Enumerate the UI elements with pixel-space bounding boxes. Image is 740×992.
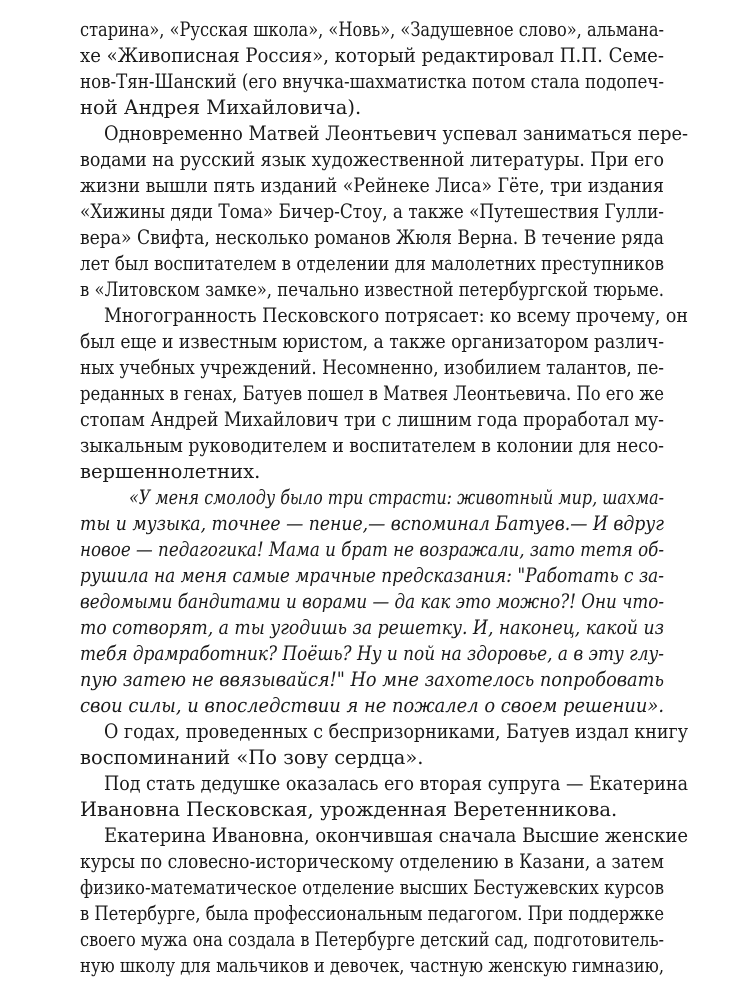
- quote-line: пую затею не ввязывайся!" Но мне захотелось попробовать: [80, 668, 665, 691]
- text-line: жизни вышли пять изданий «Рейнеке Лиса» Гёте, три издания: [80, 174, 664, 197]
- quote-line: новое — педагогика! Мама и брат не возражали, зато тетя об-: [80, 538, 665, 561]
- paragraph-first-line: Екатерина Ивановна, окончившая сначала Высшие женские: [104, 824, 688, 847]
- text-line: лет был воспитателем в отделении для малолетних преступников: [80, 252, 664, 275]
- quote-line: ты и музыка, точнее — пение,— вспоминал Батуев.— И вдруг: [80, 512, 665, 535]
- paragraph-first-line: Многогранность Песковского потрясает: ко всему прочему, он: [104, 304, 688, 327]
- text-line: ной Андрея Михайловича).: [80, 96, 362, 119]
- text-line: своего мужа она создала в Петербурге детский сад, подготовитель-: [80, 928, 664, 951]
- text-line: курсы по словесно-историческому отделению в Казани, а затем: [80, 850, 664, 873]
- text-line: реданных в генах, Батуев пошел в Матвея Леонтьевича. По его же: [80, 382, 664, 405]
- text-line: был еще и известным юристом, а также организатором различ-: [80, 330, 665, 353]
- quote-line: рушила на меня самые мрачные предсказания: "Работать с за-: [80, 564, 665, 587]
- quote-line: то сотворят, а ты угодишь за решетку. И, наконец, какой из: [80, 616, 664, 639]
- text-line: в Петербурге, была профессиональным педагогом. При поддержке: [80, 902, 665, 925]
- text-line: физико-математическое отделение высших Бестужевских курсов: [80, 876, 664, 899]
- text-line: Ивановна Песковская, урожденная Веретенникова.: [80, 798, 618, 821]
- text-line: зыкальным руководителем и воспитателем в колонии для несо-: [80, 434, 665, 457]
- text-line: «Хижины дяди Тома» Бичер-Стоу, а также «Путешествия Гулли-: [80, 200, 665, 223]
- text-line: ных учебных учреждений. Несомненно, изобилием талантов, пе-: [80, 356, 664, 379]
- quote-line: свои силы, и впоследствии я не пожалел о своем решении».: [80, 694, 665, 717]
- paragraph-first-line: О годах, проведенных с беспризорниками, Батуев издал книгу: [104, 720, 689, 743]
- quote-line: «У меня смолоду было три страсти: животный мир, шахма-: [129, 486, 665, 509]
- text-line: ную школу для мальчиков и девочек, частную женскую гимназию,: [80, 954, 665, 977]
- text-line: вера» Свифта, несколько романов Жюля Верна. В течение ряда: [80, 226, 664, 249]
- text-line: водами на русский язык художественной литературы. При его: [80, 148, 665, 171]
- text-line: воспоминаний «По зову сердца».: [80, 746, 424, 769]
- quote-line: ведомыми бандитами и ворами — да как это можно?! Они что-: [80, 590, 665, 613]
- text-line: стопам Андрей Михайлович три с лишним года проработал му-: [80, 408, 664, 431]
- text-line: старина», «Русская школа», «Новь», «Задушевное слово», альмана-: [80, 18, 664, 41]
- paragraph-first-line: Одновременно Матвей Леонтьевич успевал заниматься пере-: [104, 122, 689, 145]
- text-line: вершеннолетних.: [80, 460, 261, 483]
- text-line: хе «Живописная Россия», который редактировал П.П. Семе-: [80, 44, 665, 67]
- quote-line: тебя драмработник? Поёшь? Ну и пой на здоровье, а в эту глу-: [80, 642, 664, 665]
- text-line: в «Литовском замке», печально известной петербургской тюрьме.: [80, 278, 665, 301]
- paragraph-first-line: Под стать дедушке оказалась его вторая супруга — Екатерина: [104, 772, 688, 795]
- text-line: нов-Тян-Шанский (его внучка-шахматистка потом стала подопеч-: [80, 70, 665, 93]
